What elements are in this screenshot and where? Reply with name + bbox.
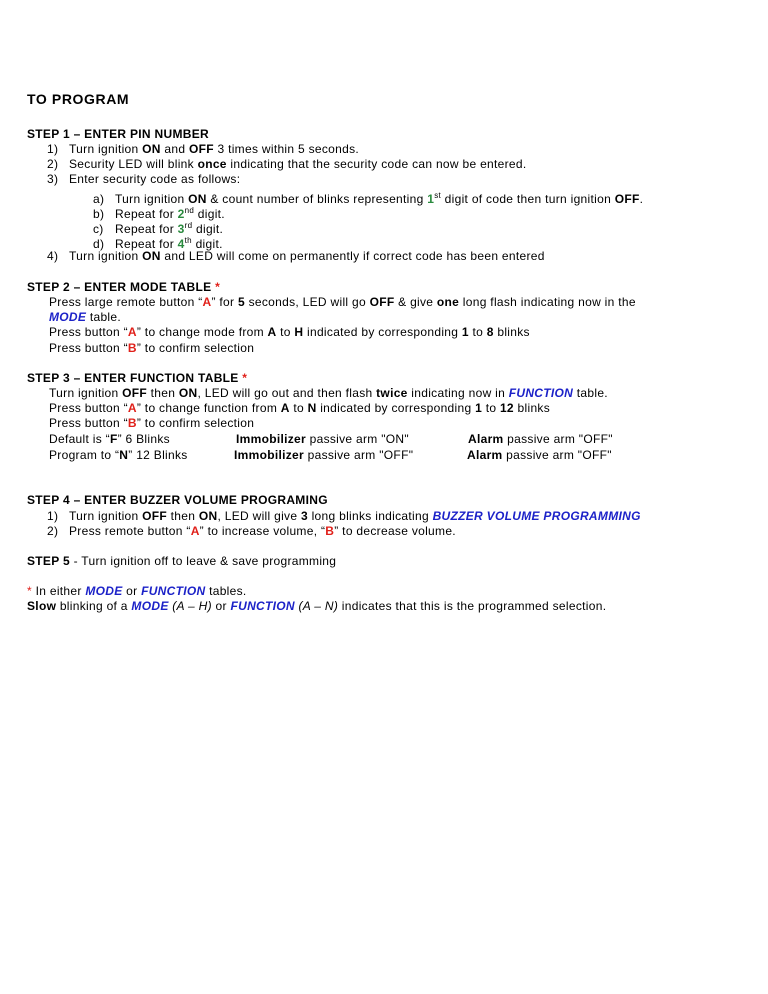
step5-line: STEP 5 - Turn ignition off to leave & save programming xyxy=(27,554,337,568)
step1-item-3: 3) Enter security code as follows: xyxy=(47,172,241,186)
step3-heading: STEP 3 – ENTER FUNCTION TABLE * xyxy=(27,371,248,385)
step2-line-1: Press large remote button “A” for 5 seconds, LED will go OFF & give one long flash indicating now in the xyxy=(49,295,636,309)
step2-line-2: MODE table. xyxy=(49,310,121,324)
step1-heading: STEP 1 – ENTER PIN NUMBER xyxy=(27,127,209,141)
step1-item-1: 1) Turn ignition ON and OFF 3 times within 5 seconds. xyxy=(47,142,360,156)
step3-program-row: Program to “N” 12 Blinks Immobilizer passive arm "OFF" Alarm passive arm "OFF" xyxy=(49,448,612,462)
step1-subitem-b: b) Repeat for 2nd digit. xyxy=(93,206,225,221)
page-title: TO PROGRAM xyxy=(27,91,130,107)
step1-subitem-c: c) Repeat for 3rd digit. xyxy=(93,221,224,236)
step3-default-row: Default is “F” 6 Blinks Immobilizer passive arm "ON" Alarm passive arm "OFF" xyxy=(49,432,613,446)
step3-line-2: Press button “A” to change function from A to N indicated by corresponding 1 to 12 blinks xyxy=(49,401,551,415)
step1-item-4: 4) Turn ignition ON and LED will come on permanently if correct code has been entered xyxy=(47,249,545,263)
note-line-1: * In either MODE or FUNCTION tables. xyxy=(27,584,247,598)
step3-line-1: Turn ignition OFF then ON, LED will go out and then flash twice indicating now in FUNCTION table. xyxy=(49,386,608,400)
step1-subitem-a: a) Turn ignition ON & count number of blinks representing 1st digit of code then turn ignition OFF. xyxy=(93,191,644,206)
step2-line-4: Press button “B” to confirm selection xyxy=(49,341,255,355)
step4-item-2: 2) Press remote button “A” to increase volume, “B” to decrease volume. xyxy=(47,524,456,538)
step4-item-1: 1) Turn ignition OFF then ON, LED will give 3 long blinks indicating BUZZER VOLUME PROGRAMMING xyxy=(47,509,641,523)
step2-line-3: Press button “A” to change mode from A to H indicated by corresponding 1 to 8 blinks xyxy=(49,325,530,339)
step1-item-2: 2) Security LED will blink once indicating that the security code can now be entered. xyxy=(47,157,527,171)
note-line-2: Slow blinking of a MODE (A – H) or FUNCTION (A – N) indicates that this is the programmed selection. xyxy=(27,599,607,613)
step1-subitem-d: d) Repeat for 4th digit. xyxy=(93,236,223,251)
step4-heading: STEP 4 – ENTER BUZZER VOLUME PROGRAMING xyxy=(27,493,328,507)
step2-heading: STEP 2 – ENTER MODE TABLE * xyxy=(27,280,221,294)
step3-line-3: Press button “B” to confirm selection xyxy=(49,416,255,430)
